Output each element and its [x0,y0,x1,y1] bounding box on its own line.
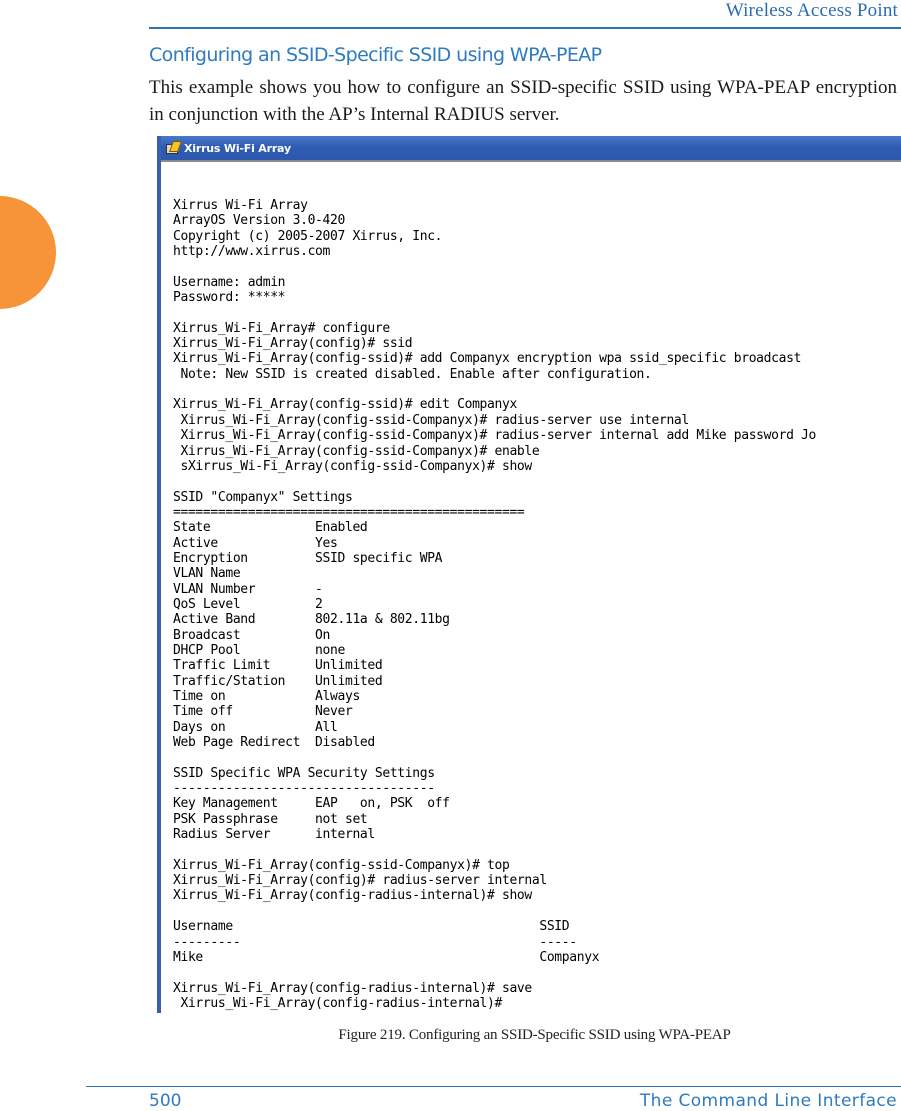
terminal-line: Time off Never [173,704,353,720]
terminal-titlebar [161,136,901,162]
running-header-title: Wireless Access Point [725,0,898,21]
terminal-line: Username: admin [173,274,286,290]
terminal-line: SSID Specific WPA Security Settings [173,765,435,781]
terminal-line: Active Band 802.11a & 802.11bg [173,612,450,628]
terminal-line [173,750,901,765]
terminal-line: Traffic/Station Unlimited [173,673,383,689]
terminal-line: =============================================== [173,504,525,520]
terminal-line [173,259,901,274]
terminal-line: Broadcast On [173,627,331,643]
terminal-line: Xirrus_Wi-Fi_Array(config-radius-internal)# [173,995,502,1011]
terminal-line: Xirrus_Wi-Fi_Array# configure [173,320,390,336]
terminal-line: Active Yes [173,535,338,551]
terminal-line: Xirrus_Wi-Fi_Array(config-ssid)# edit Companyx [173,397,517,413]
terminal-line: Time on Always [173,689,360,704]
terminal-line: Xirrus_Wi-Fi_Array(config-ssid)# add Companyx encryption wpa ssid_specific broadcast [173,351,802,367]
intro-paragraph: This example shows you how to configure an SSID-specific SSID using WPA-PEAP encryption in conjunction with the AP’s Internal RADIUS server. [149,77,897,125]
terminal-line: Password: ***** [173,290,286,306]
terminal-line: http://www.xirrus.com [173,244,331,260]
terminal-line: VLAN Name [173,566,241,582]
terminal-line [173,305,901,320]
terminal-window-screenshot [157,136,901,1013]
section-heading: Configuring an SSID-Specific SSID using WPA-PEAP [149,44,602,66]
terminal-line: State Enabled [173,520,368,536]
terminal-window-title: Xirrus Wi-Fi Array [184,141,291,155]
terminal-line: Radius Server internal [173,827,375,843]
terminal-line: VLAN Number - [173,581,323,597]
terminal-line: Note: New SSID is created disabled. Enable after configuration. [173,366,652,382]
terminal-line: Encryption SSID specific WPA [173,550,443,566]
terminal-line: Xirrus_Wi-Fi_Array(config-radius-internal)# show [173,888,532,904]
terminal-line: Xirrus_Wi-Fi_Array(config)# ssid [173,336,413,352]
terminal-line: SSID "Companyx" Settings [173,489,353,505]
chapter-tab-marker [0,196,56,309]
terminal-line [173,965,901,980]
footer-rule [86,1086,901,1087]
terminal-line: Traffic Limit Unlimited [173,658,383,674]
terminal-line: QoS Level 2 [173,596,323,612]
page-number: 500 [149,1091,182,1111]
terminal-line: DHCP Pool none [173,642,345,658]
terminal-line [173,382,901,397]
terminal-line: sXirrus_Wi-Fi_Array(config-ssid-Companyx)# show [173,458,532,474]
terminal-line [173,904,901,919]
terminal-line: ArrayOS Version 3.0-420 [173,213,345,229]
terminal-line: ----------------------------------- [173,781,435,797]
terminal-line: Xirrus_Wi-Fi_Array(config-ssid-Companyx)# radius-server internal add Mike password Jo [173,428,816,444]
terminal-line: Mike Companyx [173,949,600,965]
terminal-line: Web Page Redirect Disabled [173,735,375,751]
terminal-line: PSK Passphrase not set [173,811,368,827]
terminal-output [161,162,901,1011]
header-rule [149,27,901,29]
terminal-line: Xirrus_Wi-Fi_Array(config-ssid-Companyx)# enable [173,443,540,459]
terminal-line: Copyright (c) 2005-2007 Xirrus, Inc. [173,228,443,244]
terminal-line: Key Management EAP on, PSK off [173,796,450,812]
footer-chapter-title: The Command Line Interface [639,1091,897,1111]
terminal-app-icon [165,141,179,155]
terminal-line: Xirrus_Wi-Fi_Array(config)# radius-server internal [173,873,547,889]
terminal-line [173,474,901,489]
terminal-line [173,842,901,857]
terminal-line: Xirrus_Wi-Fi_Array(config-radius-internal)# save [173,980,532,996]
terminal-line: Xirrus_Wi-Fi_Array(config-ssid-Companyx)# top [173,857,510,873]
figure-caption: Figure 219. Configuring an SSID-Specific SSID using WPA-PEAP [338,1027,731,1043]
terminal-line: Xirrus_Wi-Fi_Array(config-ssid-Companyx)# radius-server use internal [173,412,689,428]
terminal-line: Username SSID [173,919,570,935]
terminal-line: Xirrus Wi-Fi Array [173,198,308,213]
terminal-line: --------- ----- [173,934,577,950]
terminal-line: Days on All [173,719,338,735]
